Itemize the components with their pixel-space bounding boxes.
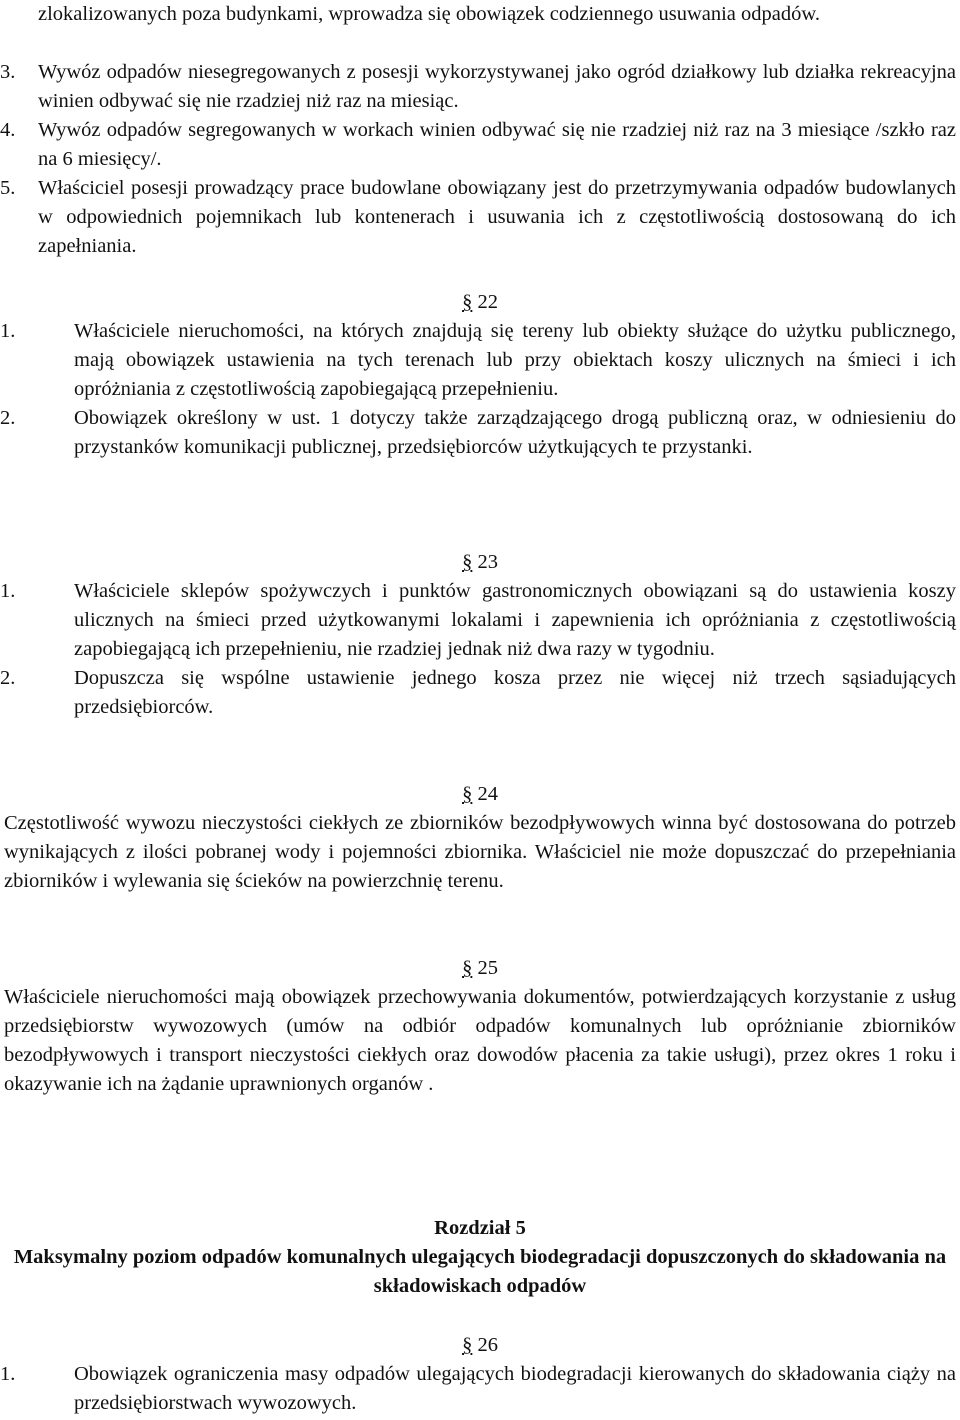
list-a [0, 58, 956, 261]
section-number: 24 [477, 783, 498, 805]
list-item [0, 116, 956, 174]
section-24-paragraph [4, 809, 956, 896]
item-number: 1. [0, 1363, 16, 1385]
item-text: Właściciele sklepów spożywczych i punktów gastronomicznych obowiązani są do ustawienia koszy ulicznych na śmieci przed użytkowanymi lokalami i zapewnienia ich opróżniania z częstotliwością zapobiegającą ich przepełnieniu, nie rzadziej jednak niż dwa razy w tygodniu. [74, 580, 956, 660]
section-number: 25 [477, 957, 498, 979]
section-24-heading [0, 780, 960, 809]
section-22-list [0, 317, 956, 462]
item-number: 1. [0, 320, 16, 342]
item-text: Wywóz odpadów niesegregowanych z posesji wykorzystywanej jako ogród działkowy lub działka rekreacyjna winien odbywać się nie rzadziej niż raz na miesiąc. [38, 61, 956, 112]
list-item [0, 577, 956, 664]
chapter-heading [0, 1214, 960, 1301]
item-text: Właściciel posesji prowadzący prace budowlane obowiązany jest do przetrzymywania odpadów budowlanych w odpowiednich pojemnikach lub kontenerach i usuwania ich z częstotliwością dostosowaną do ich zapełniania. [38, 177, 956, 257]
continuation-text: zlokalizowanych poza budynkami, wprowadza się obowiązek codziennego usuwania odpadów. [38, 3, 820, 25]
section-sign: § [462, 783, 473, 805]
item-number: 4. [0, 119, 16, 141]
list-item [0, 58, 956, 116]
section-24-text: Częstotliwość wywozu nieczystości ciekłych ze zbiorników bezodpływowych winna być dostosowana do potrzeb wynikających z ilości pobranej wody i pojemności zbiornika. Właściciel nie może dopuszczać do przepełniania zbiorników i wylewania się ścieków na powierzchnię terenu. [4, 812, 956, 892]
item-text: Wywóz odpadów segregowanych w workach winien odbywać się nie rzadziej niż raz na 3 miesiące /szkło raz na 6 miesięcy/. [38, 119, 956, 170]
chapter-label: Rozdział 5 [434, 1217, 526, 1239]
section-number: 26 [477, 1334, 498, 1356]
item-text: Obowiązek określony w ust. 1 dotyczy także zarządzającego drogą publiczną oraz, w odniesieniu do przystanków komunikacji publicznej, przedsiębiorców użytkujących te przystanki. [74, 407, 956, 458]
section-sign: § [462, 551, 473, 573]
item-number: 2. [0, 667, 16, 689]
section-22-heading [0, 288, 960, 317]
item-number: 3. [0, 61, 16, 83]
list-item [0, 1360, 956, 1418]
section-25-heading [0, 954, 960, 983]
section-23-list [0, 577, 956, 722]
chapter-title: Maksymalny poziom odpadów komunalnych ulegających biodegradacji dopuszczonych do składowania na składowiskach odpadów [13, 1246, 947, 1297]
list-item [0, 664, 956, 722]
continuation-paragraph [38, 0, 956, 29]
item-number: 1. [0, 580, 16, 602]
section-number: 22 [477, 291, 498, 313]
section-sign: § [462, 1334, 473, 1356]
list-item [0, 174, 956, 261]
section-sign: § [462, 957, 473, 979]
item-text: Właściciele nieruchomości, na których znajdują się tereny lub obiekty służące do użytku publicznego, mają obowiązek ustawienia na tych terenach lub przy obiektach koszy ulicznych na śmieci i ich opróżniania z częstotliwością zapobiegającą przepełnieniu. [74, 320, 956, 400]
item-number: 5. [0, 177, 16, 199]
section-sign: § [462, 291, 473, 313]
section-number: 23 [477, 551, 498, 573]
section-26-list [0, 1360, 956, 1418]
section-26-heading [0, 1331, 960, 1360]
item-text: Dopuszcza się wspólne ustawienie jednego kosza przez nie więcej niż trzech sąsiadujących przedsiębiorców. [74, 667, 956, 718]
section-25-paragraph [4, 983, 956, 1099]
item-number: 2. [0, 407, 16, 429]
list-item [0, 317, 956, 404]
section-25-text: Właściciele nieruchomości mają obowiązek przechowywania dokumentów, potwierdzających korzystanie z usług przedsiębiorstw wywozowych (umów na odbiór odpadów komunalnych lub opróżnianie zbiorników bezodpływowych i transport nieczystości ciekłych oraz dowodów płacenia za takie usługi), przez okres 1 roku i okazywanie ich na żądanie uprawnionych organów . [4, 986, 956, 1095]
section-23-heading [0, 548, 960, 577]
list-item [0, 404, 956, 462]
item-text: Obowiązek ograniczenia masy odpadów ulegających biodegradacji kierowanych do składowania ciąży na przedsiębiorstwach wywozowych. [74, 1363, 956, 1414]
